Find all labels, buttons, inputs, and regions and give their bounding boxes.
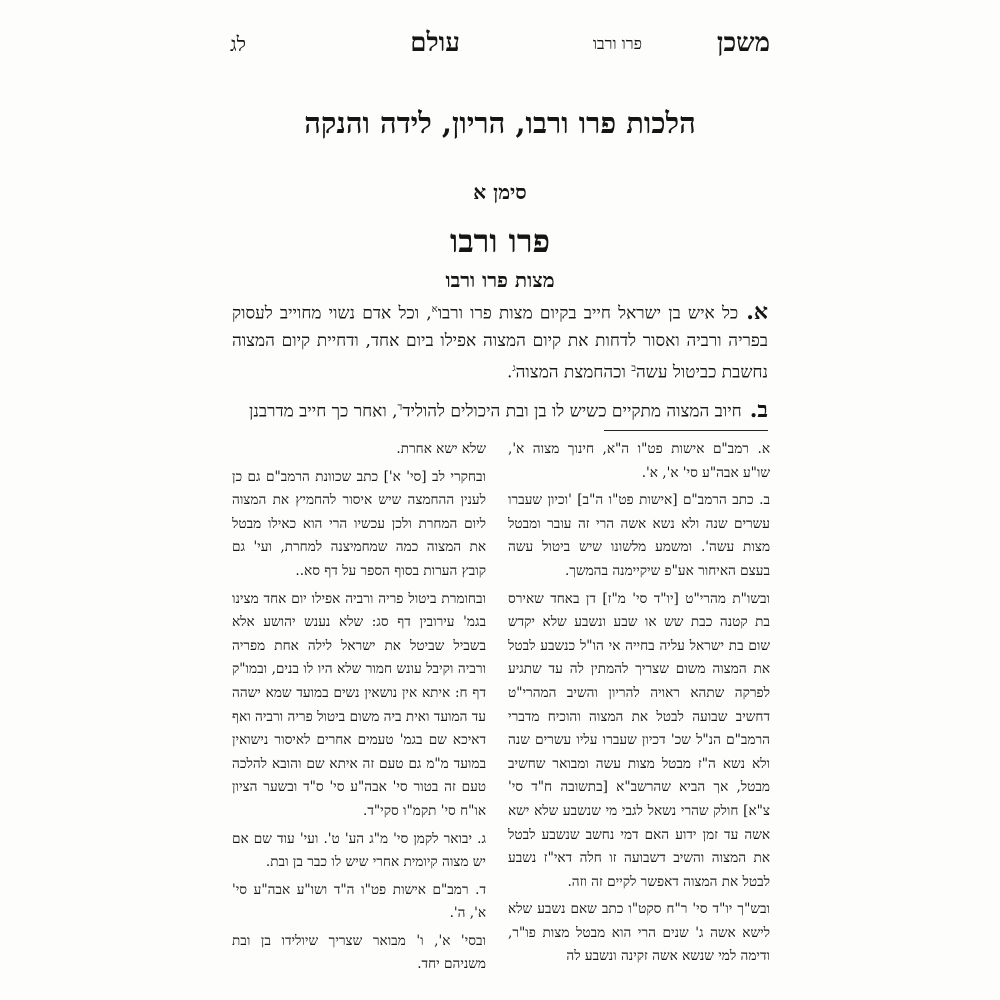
footnote: שלא ישא אחרת. (396, 441, 486, 457)
running-header (230, 28, 770, 60)
siman-number: סימן א (473, 180, 527, 204)
paragraph-text: , וכל אדם נשוי מחוייב לעסוק בפריה ורביה ואסור לדחות את קיום המצוה אפילו ביום אחד, ודחיית קיום המצוה נחשבת כביטול עשה (232, 303, 768, 383)
header-topic: פרו ורבו (592, 34, 642, 53)
footnotes-column-right (508, 438, 770, 973)
section-title: מצות פרו ורבו (445, 268, 555, 292)
siman-subject: פרו ורבו (450, 222, 550, 260)
paragraph-text: כל איש בן ישראל חייב בקיום מצות פרו ורבו (437, 303, 739, 324)
footnote-divider (604, 430, 768, 431)
footnote: ובשו"ת מהרי"ט [יו"ד סי' מ"ז] דן באחד שאירס בת קטנה כבת שש או שבע ונשבע שלא יקדש שום בת ישראל עליה בחייה אי הו"ל כנשבע לבטל את המצוה משום שצריך להמתין לה עד שתגיע לפרקה שתהא ראויה להריון והשיב המהרי"ט דחשיב שבועה לבטל את המצוה והוכיח מדברי הרמב"ם הנ"ל שכ' דכיון שעברו עליו עשרים שנה ולא נשא ה"ז מבטל מצות עשה ומבואר שחשיב מבטל, אך הביא שהרשב"א [בתשובה ח"ד סי' צ"א] חולק שהרי נשאל לגבי מי שנשבע שלא ישא אשה עד זמן ידוע האם דמי נחשב שנשבע לבטל את המצוה והשיב דשבועה זו חלה דאי"ז נשבע לבטל את המצוה דאפשר לקיים זה וזה. (508, 590, 770, 890)
footnote-ref: ד (397, 402, 403, 414)
main-text (232, 296, 768, 434)
paragraph-1 (232, 296, 768, 386)
footnote-ref: ב (631, 362, 637, 374)
paragraph-text: . (506, 362, 513, 383)
paragraph-text: חיוב המצוה מתקיים כשיש לו בן ובת היכולים להוליד (402, 401, 742, 422)
footnotes-column-left (232, 438, 486, 981)
header-book-name-right: משכן (716, 28, 770, 58)
header-book-name-left: עולם (410, 28, 460, 58)
footnote: ג. יבואר לקמן סי' מ"ג הע' ט'. ועי' עוד שם אם יש מצוה קיומית אחרי שיש לו כבר בן ובת. (232, 830, 486, 871)
paragraph-text: וכהחמצת המצוה (515, 362, 632, 383)
footnote: ובסי' א', ו' מבואר שצריך שיולידו בן ובת משניהם יחד. (232, 932, 486, 973)
footnote: א. רמב"ם אישות פט"ו ה"א, חינוך מצוה א', שו"ע אבה"ע סי' א', א'. (508, 441, 770, 481)
paragraph-marker: א. (746, 298, 768, 325)
footnote-ref: א (431, 304, 438, 315)
paragraph-text: , ואחר כך חייב מדרבנן (249, 401, 398, 422)
footnote: ובחומרת ביטול פריה ורביה אפילו יום אחד מצינו בגמ' עירובין דף סג: שלא נענש יהושע אלא בשביל שביטל את ישראל לילה אחת מפריה ורביה וקיבל עונש חמור שלא היו לו בנים, ובמו"ק דף ח: איתא אין נושאין נשים במועד שמא ישהה עד המועד ואית ביה משום ביטול פריה ורביה ואף דאיכא שם בגמ' טעמים אחרים לאיסור נישואין במועד מ"מ גם טעם זה איתא שם והובא להלכה טעם זה בטור סי' אבה"ע סי' ס"ד ובשער הציון או"ח סי' תקמ"ו סקי"ד. (232, 590, 486, 819)
footnote: ובש"ך יו"ד סי' ר"ח סקט"ו כתב שאם נשבע שלא לישא אשה ג' שנים הרי הוא מבטל מצות פו"ר, ודימה למי שנשא אשה זקינה ונשבע לה (508, 901, 770, 965)
page-number: לג (230, 32, 246, 56)
paragraph-2 (232, 394, 768, 426)
footnote: ובחקרי לב [סי' א'] כתב שכוונת הרמב"ם גם כן לענין ההחמצה שיש איסור להחמיץ את המצוה ליום המחרת ולכן עכשיו הרי הוא כאילו מבטל את המצוה כמה שמחמיצנה למחרת, ועי' גם קובץ הערות בסוף הספר על דף סא.. (232, 468, 486, 579)
chapter-title: הלכות פרו ורבו, הריון, לידה והנקה (304, 106, 696, 140)
footnote: ד. רמב"ם אישות פט"ו ה"ד ושו"ע אבה"ע סי' א', ה'. (232, 881, 486, 922)
footnote: ב. כתב הרמב"ם [אישות פט"ו ה"ב] 'וכיון שעברו עשרים שנה ולא נשא אשה הרי זה עובר ומבטל מצות עשה'. ומשמע מלשונו שיש ביטול עשה בעצם האיחור אע"פ שיקיימנה בהמשך. (508, 492, 770, 579)
paragraph-marker: ב. (749, 396, 768, 423)
footnote-ref: ג (512, 362, 516, 374)
